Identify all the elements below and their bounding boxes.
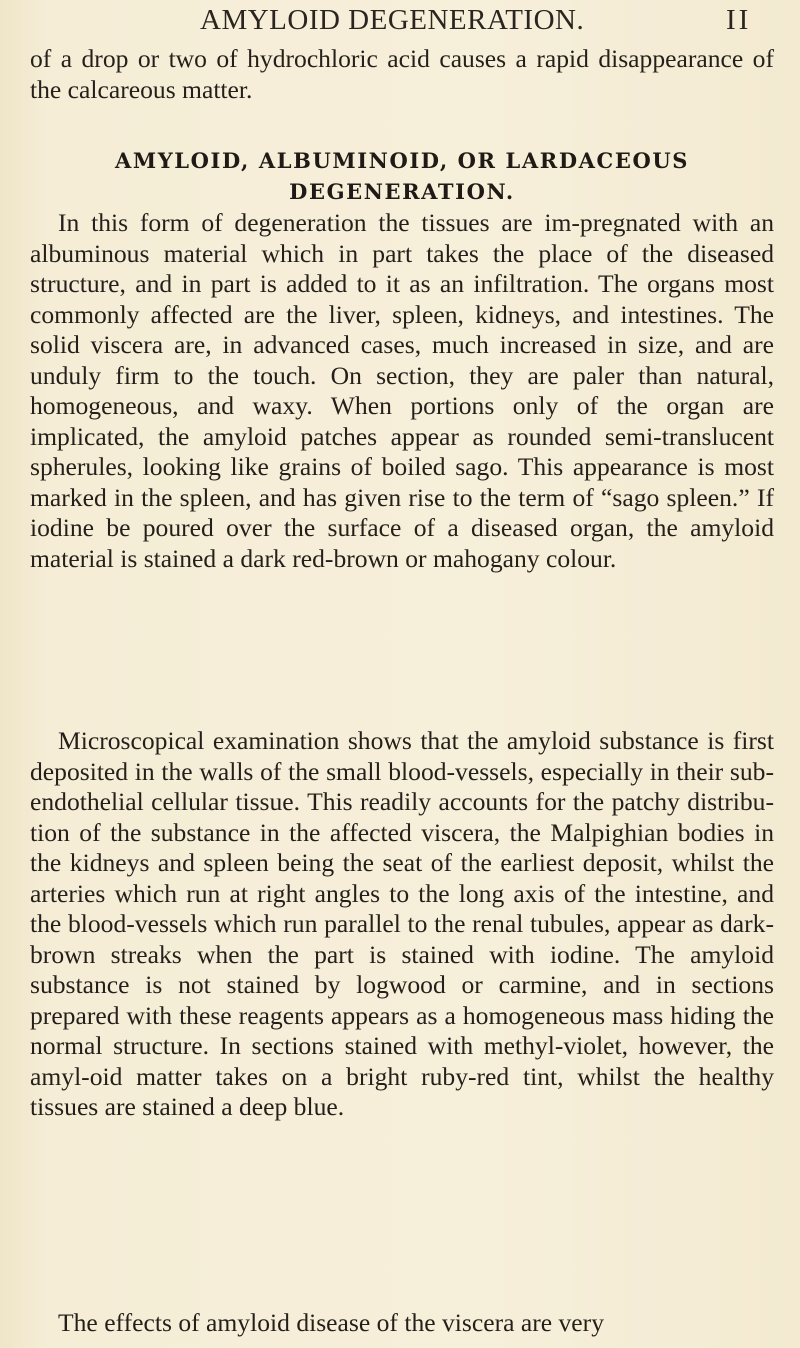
page-number: II <box>726 4 752 36</box>
section-heading: AMYLOID, ALBUMINOID, OR LARDACEOUS DEGENERATION. <box>114 148 690 204</box>
paragraph-effects: The effects of amyloid disease of the viscera are very <box>58 1308 604 1337</box>
running-head-title: AMYLOID DEGENERATION. <box>200 4 585 36</box>
paragraph-introduction: In this form of degeneration the tissues are im-pregnated with an albuminous material which in part takes the place of the diseased structure, and in part is added to it as an infiltration. The organs most commonly affected are the liver, spleen, kidneys, and intestines. The solid viscera are, in advanced cases, much increased in size, and are unduly firm to the touch. On section, they are paler than natural, homogeneous, and waxy. When portions only of the organ are implicated, the amyloid patches appear as rounded semi-translucent spherules, looking like grains of boiled sago. This appearance is most marked in the spleen, and has given rise to the term of “sago spleen.” If iodine be poured over the surface of a diseased organ, the amyloid material is stained a dark red-brown or mahogany colour. <box>30 208 774 573</box>
paragraph-continuation: of a drop or two of hydrochloric acid causes a rapid disappearance of the calcareous matter. <box>30 44 774 104</box>
paragraph-microscopical-examination: Microscopical examination shows that the amyloid substance is first deposited in the walls of the small blood-vessels, especially in their sub-endothelial cellular tissue. This readily accounts for the patchy distribu-tion of the substance in the affected viscera, the Malpighian bodies in the kidneys and spleen being the seat of the earliest deposit, whilst the arteries which run at right angles to the long axis of the intestine, and the blood-vessels which run parallel to the renal tubules, appear as dark-brown streaks when the part is stained with iodine. The amyloid substance is not stained by logwood or carmine, and in sections prepared with these reagents appears as a homogeneous mass hiding the normal structure. In sections stained with methyl-violet, however, the amyl-oid matter takes on a bright ruby-red tint, whilst the healthy tissues are stained a deep blue. <box>30 726 774 1121</box>
